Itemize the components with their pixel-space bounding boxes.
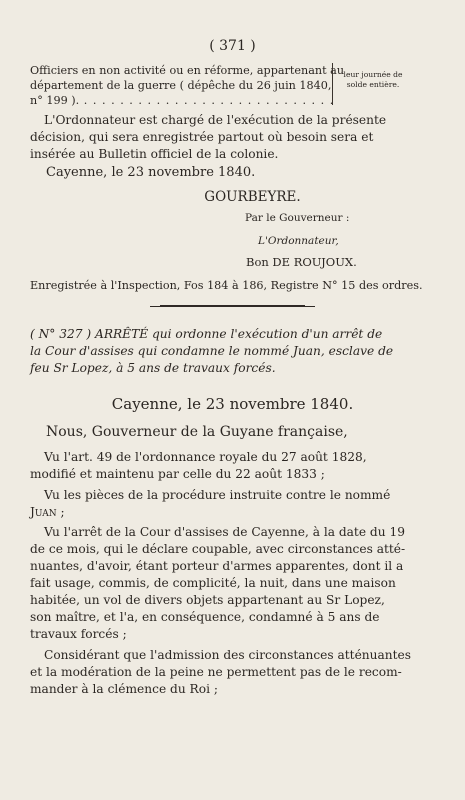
consideration-line: mander à la clémence du Roi ; <box>30 682 218 696</box>
header-line: n° 199 ). . . . . . . . . . . . . . . . . . . . . . . . . . . . . <box>30 94 335 107</box>
ordonnateur-role: L'Ordonnateur, <box>258 235 339 247</box>
consideration-2 <box>30 487 435 521</box>
first-date: Cayenne, le 23 novembre 1840. <box>46 165 256 180</box>
consideration-line: Vu les pièces de la procédure instruite contre le nommé <box>44 488 391 502</box>
consideration-line: modifié et maintenu par celle du 22 août 1833 ; <box>30 467 325 481</box>
title-line: ( N° 327 ) ARRÊTÉ qui ordonne l'exécution d'un arrêt de <box>30 327 383 341</box>
signature-name: GOURBEYRE. <box>204 189 301 205</box>
consideration-3 <box>30 524 435 643</box>
consideration-line: et la modération de la peine ne permettent pas de le recom- <box>30 665 402 679</box>
header-line: département de la guerre ( dépêche du 26 juin 1840, <box>30 79 332 92</box>
consideration-line: de ce mois, qui le déclare coupable, avec circonstances atté- <box>30 542 406 556</box>
preamble: Nous, Gouverneur de la Guyane française, <box>46 424 348 440</box>
registration-note: Enregistrée à l'Inspection, Fos 184 à 186, Registre N° 15 des ordres. <box>30 279 423 292</box>
consideration-line: fait usage, commis, de complicité, la nuit, dans une maison <box>30 576 396 590</box>
consideration-line: habitée, un vol de divers objets appartenant au Sr Lopez, <box>30 593 385 607</box>
paragraph-line: décision, qui sera enregistrée partout où besoin sera et <box>30 130 374 144</box>
side-note <box>338 70 408 90</box>
ordonnateur-paragraph <box>30 112 435 163</box>
consideration-line: travaux forcés ; <box>30 627 127 641</box>
consideration-4 <box>30 647 435 698</box>
section-divider <box>160 305 305 307</box>
consideration-line: son maître, et l'a, en conséquence, condamné à 5 ans de <box>30 610 380 624</box>
by-governor-line: Par le Gouverneur : <box>245 212 350 224</box>
title-line: feu Sr Lopez, à 5 ans de travaux forcés. <box>30 361 276 375</box>
side-note-line: leur journée de <box>343 70 403 79</box>
side-note-line: solde entière. <box>346 80 400 89</box>
arrete-title <box>30 326 435 377</box>
page-number: ( 371 ) <box>209 38 256 54</box>
title-line: la Cour d'assises qui condamne le nommé Juan, esclave de <box>30 344 394 358</box>
signer-name: Bon DE ROUJOUX. <box>246 255 357 269</box>
consideration-line: Vu l'arrêt de la Cour d'assises de Cayenne, à la date du 19 <box>44 525 405 539</box>
consideration-1 <box>30 449 435 483</box>
second-date: Cayenne, le 23 novembre 1840. <box>111 395 354 413</box>
leader-dots: . . . . . . . . . . . . . . . . . . . . . . . . . . . . <box>79 94 335 107</box>
bracket-divider <box>332 63 336 105</box>
paragraph-line: L'Ordonnateur est chargé de l'exécution de la présente <box>44 113 387 127</box>
consideration-line: Considérant que l'admission des circonstances atténuantes <box>44 648 411 662</box>
consideration-line: Vu l'art. 49 de l'ordonnance royale du 27 août 1828, <box>44 450 367 464</box>
paragraph-line: insérée au Bulletin officiel de la colonie. <box>30 147 279 161</box>
consideration-line: Juan ; <box>30 505 65 519</box>
header-line: Officiers en non activité ou en réforme, appartenant au <box>30 64 345 77</box>
header-paragraph <box>30 63 345 108</box>
consideration-line: nuantes, d'avoir, étant porteur d'armes apparentes, dont il a <box>30 559 404 573</box>
